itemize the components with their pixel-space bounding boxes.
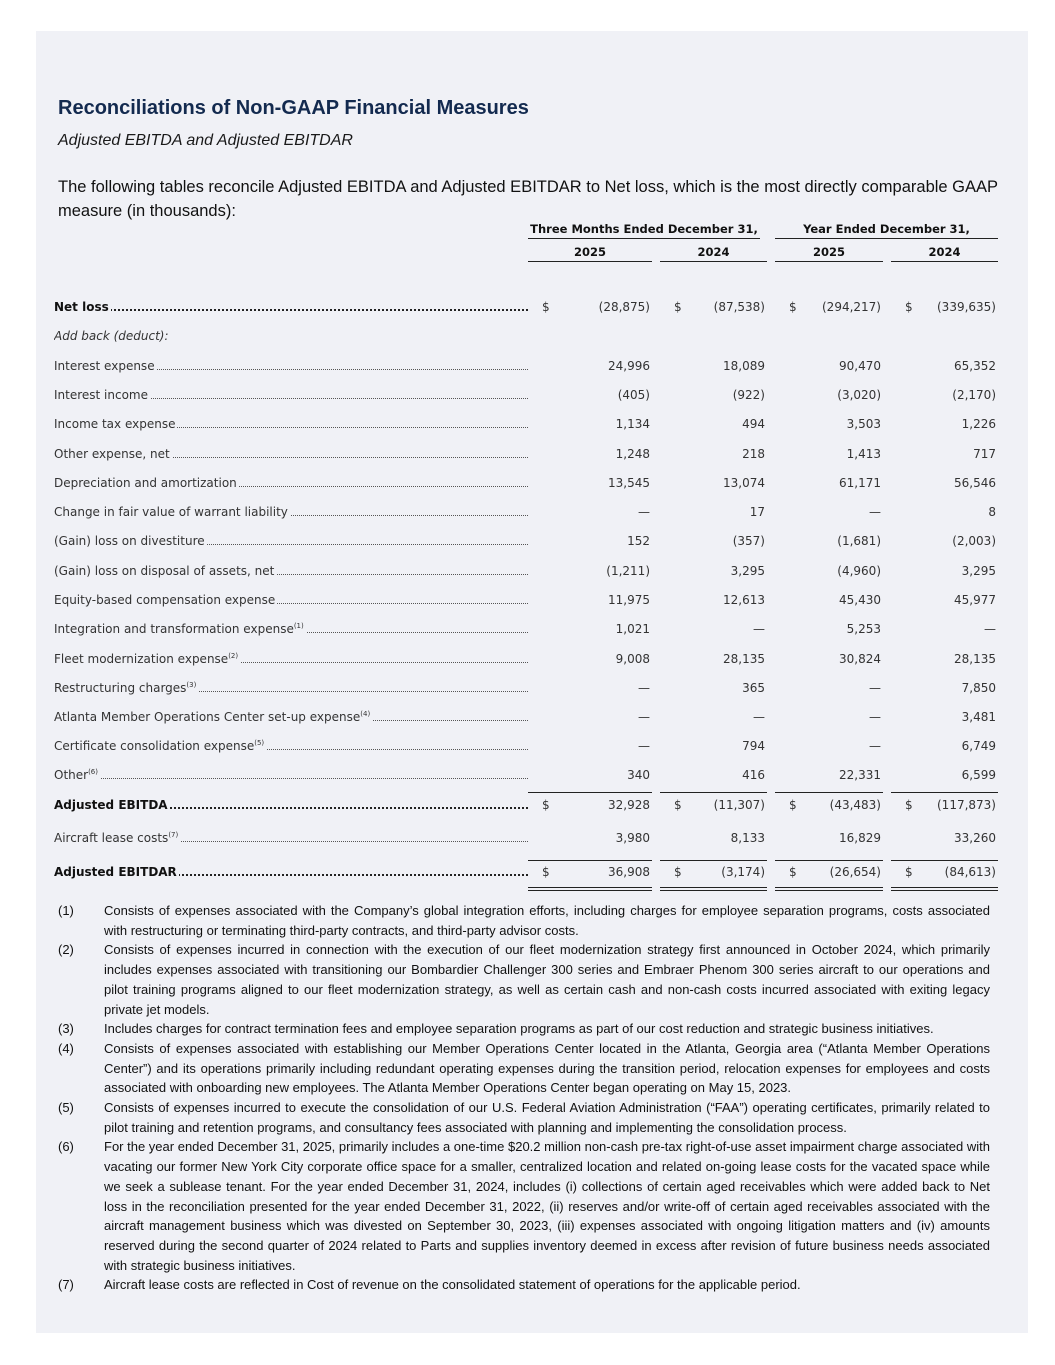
value-cell	[891, 359, 996, 373]
row-label-text: Net loss	[54, 300, 109, 314]
cell-value: 90,470	[839, 359, 881, 373]
value-cell	[660, 388, 765, 402]
value-cell	[660, 681, 765, 695]
footnote-ref: (6)	[88, 768, 98, 776]
cell-value: —	[638, 739, 650, 753]
value-cell	[891, 417, 996, 431]
row-label	[54, 505, 528, 519]
value-cell	[528, 417, 650, 431]
cell-value: (405)	[617, 388, 650, 402]
cell-value: —	[984, 622, 996, 636]
currency-symbol: $	[674, 300, 682, 314]
footnote-item	[58, 1019, 990, 1039]
table-row	[54, 476, 998, 496]
cell-value: 3,980	[615, 831, 650, 845]
row-label-text: Change in fair value of warrant liability	[54, 505, 288, 519]
cell-value: —	[638, 681, 650, 695]
row-label	[54, 798, 528, 812]
row-label	[54, 417, 528, 431]
cell-value: —	[753, 710, 765, 724]
subtotal-rule	[775, 792, 883, 793]
value-cell	[528, 865, 650, 879]
header-rule	[775, 261, 883, 262]
value-cell	[528, 388, 650, 402]
row-label-text: Fleet modernization expense	[54, 652, 229, 666]
cell-value: 9,008	[615, 652, 650, 666]
row-label-text: Certificate consolidation expense	[54, 739, 255, 753]
footnote-number: (4)	[58, 1040, 74, 1056]
cell-value: 30,824	[839, 652, 881, 666]
subtotal-rule	[891, 792, 998, 793]
row-label-text: Add back (deduct):	[54, 329, 169, 343]
table-row	[54, 739, 998, 759]
cell-value: 494	[742, 417, 765, 431]
cell-value: 365	[742, 681, 765, 695]
value-cell	[528, 831, 650, 845]
value-cell	[660, 300, 765, 314]
footnote-text: Consists of expenses incurred in connection with the execution of our fleet modernization strategy first announced in October 2024, which primarily includes expenses associated with transitioning our Bombardier Challenger 300 series and Embraer Phenom 300 series aircraft to our operations and pilot training programs aligned to our fleet modernization strategy, as well as certain cash and non-cash costs incurred associated with exiting legacy private jet models.	[104, 942, 990, 1017]
cell-value: 56,546	[954, 476, 996, 490]
value-cell	[775, 865, 881, 879]
cell-value: 16,829	[839, 831, 881, 845]
value-cell	[891, 798, 996, 812]
header-rule	[891, 261, 998, 262]
table-row	[54, 593, 998, 613]
value-cell	[528, 534, 650, 548]
cell-value: (11,307)	[713, 798, 765, 812]
row-label-text: (Gain) loss on divestiture	[54, 534, 205, 548]
footnote-number: (7)	[58, 1277, 74, 1293]
row-label-text: Adjusted EBITDA	[54, 798, 168, 812]
cell-value: 717	[973, 447, 996, 461]
table-row	[54, 300, 998, 320]
value-cell	[891, 300, 996, 314]
subtotal-rule	[660, 860, 767, 861]
row-label	[54, 681, 528, 695]
cell-value: 28,135	[723, 652, 765, 666]
cell-value: (3,020)	[837, 388, 881, 402]
column-group-label: Three Months Ended December 31,	[530, 222, 758, 236]
table-row	[54, 447, 998, 467]
column-header-y-2024	[891, 245, 998, 259]
value-cell	[775, 359, 881, 373]
footnote-text: Includes charges for contract termination fees and employee separation programs as part of our cost reduction and strategic business initiatives.	[104, 1021, 934, 1037]
row-label	[54, 622, 528, 636]
cell-value: (922)	[732, 388, 765, 402]
row-label-text: Integration and transformation expense	[54, 622, 294, 636]
cell-value: 416	[742, 768, 765, 782]
row-label-text: Other expense, net	[54, 447, 170, 461]
row-label	[54, 359, 528, 373]
value-cell	[660, 534, 765, 548]
footnote-ref: (3)	[186, 681, 197, 689]
value-cell	[528, 622, 650, 636]
column-group-three-months	[528, 222, 760, 236]
cell-value: (117,873)	[937, 798, 996, 812]
value-cell	[891, 710, 996, 724]
value-cell	[660, 564, 765, 578]
row-label-text: Atlanta Member Operations Center set-up expense	[54, 710, 361, 724]
row-label-text: Adjusted EBITDAR	[54, 865, 177, 879]
cell-value: 3,481	[961, 710, 996, 724]
value-cell	[891, 739, 996, 753]
currency-symbol: $	[542, 798, 550, 812]
cell-value: (43,483)	[829, 798, 881, 812]
row-label	[54, 831, 528, 845]
cell-value: 22,331	[839, 768, 881, 782]
value-cell	[528, 505, 650, 519]
footnote-item	[58, 940, 990, 1019]
row-label-text: Interest income	[54, 388, 149, 402]
value-cell	[775, 681, 881, 695]
cell-value: 218	[742, 447, 765, 461]
row-label	[54, 768, 528, 782]
page-subtitle: Adjusted EBITDA and Adjusted EBITDAR	[58, 132, 353, 149]
cell-value: 8	[988, 505, 996, 519]
table-row	[54, 831, 998, 851]
value-cell	[775, 505, 881, 519]
cell-value: 5,253	[846, 622, 881, 636]
value-cell	[891, 476, 996, 490]
value-cell	[775, 622, 881, 636]
value-cell	[528, 739, 650, 753]
footnote-ref: (2)	[228, 652, 239, 660]
value-cell	[528, 768, 650, 782]
table-row	[54, 388, 998, 408]
row-label-text: (Gain) loss on disposal of assets, net	[54, 564, 275, 578]
column-header-y-2025	[775, 245, 883, 259]
value-cell	[891, 652, 996, 666]
value-cell	[660, 417, 765, 431]
cell-value: 24,996	[608, 359, 650, 373]
value-cell	[891, 831, 996, 845]
column-header-q-2025	[528, 245, 652, 259]
column-group-year	[775, 222, 998, 236]
row-label	[54, 865, 528, 879]
table-row	[54, 534, 998, 554]
cell-value: —	[753, 622, 765, 636]
cell-value: 6,599	[961, 768, 996, 782]
cell-value: (87,538)	[713, 300, 765, 314]
cell-value: 13,545	[608, 476, 650, 490]
row-label	[54, 652, 528, 666]
cell-value: 152	[627, 534, 650, 548]
row-label	[54, 476, 528, 490]
cell-value: 340	[627, 768, 650, 782]
cell-value: 36,908	[608, 865, 650, 879]
table-row	[54, 652, 998, 672]
cell-value: 17	[749, 505, 765, 519]
cell-value: 61,171	[839, 476, 881, 490]
cell-value: —	[638, 505, 650, 519]
cell-value: (84,613)	[944, 865, 996, 879]
footnote-text: Consists of expenses associated with establishing our Member Operations Center located in the Atlanta, Georgia area (“Atlanta Member Operations Center”) and its operations primarily including redundant operating expenses during the transition period, relocation expenses for employees and costs associated with onboarding new employees. The Atlanta Member Operations Center began operating on May 15, 2023.	[104, 1040, 990, 1096]
intro-paragraph: The following tables reconcile Adjusted EBITDA and Adjusted EBITDAR to Net loss, which is the most directly comparable GAAP measure (in thousands):	[58, 178, 998, 220]
currency-symbol: $	[674, 798, 682, 812]
subtotal-rule	[660, 792, 767, 793]
currency-symbol: $	[674, 865, 682, 879]
cell-value: (28,875)	[598, 300, 650, 314]
column-group-label: Year Ended December 31,	[803, 222, 970, 236]
cell-value: —	[638, 710, 650, 724]
footnote-number: (5)	[58, 1100, 74, 1116]
footnote-item	[58, 1039, 990, 1098]
cell-value: (2,170)	[952, 388, 996, 402]
value-cell	[775, 798, 881, 812]
value-cell	[660, 359, 765, 373]
footnote-ref: (4)	[360, 710, 371, 718]
row-label	[54, 300, 528, 314]
cell-value: 1,248	[615, 447, 650, 461]
cell-value: —	[869, 505, 881, 519]
cell-value: 3,295	[730, 564, 765, 578]
footnote-item	[58, 1098, 990, 1137]
cell-value: 1,226	[961, 417, 996, 431]
row-label	[54, 593, 528, 607]
column-header-q-2024	[660, 245, 767, 259]
dot-leader	[54, 778, 528, 779]
value-cell	[775, 564, 881, 578]
row-label-text: Other	[54, 768, 89, 782]
column-header-label: 2025	[812, 245, 845, 259]
cell-value: 18,089	[723, 359, 765, 373]
value-cell	[775, 710, 881, 724]
value-cell	[660, 447, 765, 461]
value-cell	[775, 417, 881, 431]
total-double-rule	[891, 887, 998, 891]
cell-value: 6,749	[961, 739, 996, 753]
value-cell	[660, 739, 765, 753]
footnote-item	[58, 901, 990, 940]
row-label-text: Restructuring charges	[54, 681, 187, 695]
footnote-ref: (7)	[168, 831, 179, 839]
footnote-text: For the year ended December 31, 2025, primarily includes a one-time $20.2 million non-cash pre-tax right-of-use asset impairment charge associated with vacating our former New York City corporate office space for a smaller, centralized location and related on-going lease costs for the vacated space while we seek a sublease tenant. For the year ended December 31, 2024, includes (i) collections of certain aged receivables which were added back to Net loss in the reconciliation presented for the year ended December 31, 2022, (ii) reserves and/or write-off of certain aged receivables associated with the aircraft management business which was divested on September 30, 2023, (iii) expenses associated with ongoing litigation matters and (iv) amounts reserved during the second quarter of 2024 related to Parts and supplies inventory deemed in excess after revision of future business needs associated with strategic business initiatives.	[104, 1139, 990, 1273]
value-cell	[891, 593, 996, 607]
table-row	[54, 681, 998, 701]
footnote-ref: (5)	[254, 739, 265, 747]
cell-value: 32,928	[608, 798, 650, 812]
value-cell	[891, 534, 996, 548]
value-cell	[891, 388, 996, 402]
cell-value: —	[869, 739, 881, 753]
cell-value: 794	[742, 739, 765, 753]
cell-value: —	[869, 681, 881, 695]
currency-symbol: $	[905, 865, 913, 879]
cell-value: 45,430	[839, 593, 881, 607]
cell-value: 45,977	[954, 593, 996, 607]
header-rule	[528, 238, 760, 239]
page-title: Reconciliations of Non-GAAP Financial Measures	[58, 97, 529, 119]
dot-leader	[54, 309, 528, 311]
document-page	[36, 31, 1028, 1333]
cell-value: 65,352	[954, 359, 996, 373]
footnote-text: Consists of expenses incurred to execute the consolidation of our U.S. Federal Aviation Administration (“FAA”) operating certificates, primarily related to pilot training and retention programs, and consultancy fees associated with planning and implementing the consolidation process.	[104, 1100, 990, 1135]
total-double-rule	[775, 887, 883, 891]
value-cell	[660, 505, 765, 519]
value-cell	[891, 622, 996, 636]
cell-value: 12,613	[723, 593, 765, 607]
header-rule	[775, 238, 998, 239]
value-cell	[660, 622, 765, 636]
value-cell	[528, 447, 650, 461]
cell-value: —	[869, 710, 881, 724]
row-label	[54, 329, 528, 343]
subtotal-rule	[528, 860, 652, 861]
value-cell	[775, 593, 881, 607]
value-cell	[528, 798, 650, 812]
value-cell	[891, 447, 996, 461]
footnote-ref: (1)	[293, 622, 304, 630]
value-cell	[528, 593, 650, 607]
row-label	[54, 710, 528, 724]
cell-value: 13,074	[723, 476, 765, 490]
row-label-text: Depreciation and amortization	[54, 476, 237, 490]
value-cell	[775, 652, 881, 666]
footnotes	[58, 901, 990, 1295]
value-cell	[660, 652, 765, 666]
cell-value: 33,260	[954, 831, 996, 845]
column-header-label: 2024	[697, 245, 730, 259]
subtotal-rule	[891, 860, 998, 861]
footnote-text: Aircraft lease costs are reflected in Cost of revenue on the consolidated statement of operations for the applicable period.	[104, 1277, 801, 1293]
currency-symbol: $	[905, 300, 913, 314]
value-cell	[528, 564, 650, 578]
value-cell	[660, 710, 765, 724]
value-cell	[775, 388, 881, 402]
footnote-number: (3)	[58, 1021, 74, 1037]
value-cell	[775, 300, 881, 314]
cell-value: 3,295	[961, 564, 996, 578]
row-label	[54, 564, 528, 578]
cell-value: 28,135	[954, 652, 996, 666]
cell-value: (294,217)	[822, 300, 881, 314]
value-cell	[660, 865, 765, 879]
cell-value: (1,211)	[606, 564, 650, 578]
table-row	[54, 359, 998, 379]
table-row	[54, 768, 998, 788]
value-cell	[775, 739, 881, 753]
value-cell	[660, 831, 765, 845]
value-cell	[775, 768, 881, 782]
value-cell	[528, 359, 650, 373]
cell-value: 1,134	[615, 417, 650, 431]
value-cell	[775, 447, 881, 461]
value-cell	[775, 476, 881, 490]
footnote-item	[58, 1137, 990, 1275]
cell-value: 8,133	[730, 831, 765, 845]
column-header-label: 2025	[573, 245, 606, 259]
cell-value: (26,654)	[829, 865, 881, 879]
value-cell	[660, 593, 765, 607]
value-cell	[891, 505, 996, 519]
value-cell	[528, 710, 650, 724]
value-cell	[775, 534, 881, 548]
footnote-number: (6)	[58, 1139, 74, 1155]
subtotal-rule	[775, 860, 883, 861]
cell-value: (2,003)	[952, 534, 996, 548]
value-cell	[775, 831, 881, 845]
row-label-text: Aircraft lease costs	[54, 831, 169, 845]
header-rule	[660, 261, 767, 262]
cell-value: 1,021	[615, 622, 650, 636]
value-cell	[660, 768, 765, 782]
header-rule	[528, 261, 652, 262]
currency-symbol: $	[789, 798, 797, 812]
value-cell	[891, 865, 996, 879]
value-cell	[660, 798, 765, 812]
cell-value: (339,635)	[937, 300, 996, 314]
value-cell	[528, 476, 650, 490]
value-cell	[891, 768, 996, 782]
value-cell	[528, 652, 650, 666]
row-label-text: Equity-based compensation expense	[54, 593, 276, 607]
footnote-number: (1)	[58, 903, 74, 918]
cell-value: (1,681)	[837, 534, 881, 548]
column-header-label: 2024	[928, 245, 961, 259]
table-row	[54, 564, 998, 584]
value-cell	[891, 681, 996, 695]
table-row	[54, 329, 998, 349]
currency-symbol: $	[542, 865, 550, 879]
footnote-item	[58, 1275, 990, 1295]
subtotal-rule	[528, 792, 652, 793]
cell-value: 1,413	[846, 447, 881, 461]
row-label	[54, 739, 528, 753]
row-label	[54, 388, 528, 402]
total-double-rule	[660, 887, 767, 891]
cell-value: (4,960)	[837, 564, 881, 578]
row-label	[54, 447, 528, 461]
value-cell	[528, 300, 650, 314]
currency-symbol: $	[789, 865, 797, 879]
row-label-text: Interest expense	[54, 359, 155, 373]
cell-value: (3,174)	[721, 865, 765, 879]
cell-value: 7,850	[961, 681, 996, 695]
row-label-text: Income tax expense	[54, 417, 176, 431]
total-double-rule	[528, 887, 652, 891]
cell-value: (357)	[732, 534, 765, 548]
value-cell	[528, 681, 650, 695]
table-row	[54, 865, 998, 885]
table-row	[54, 710, 998, 730]
footnote-number: (2)	[58, 942, 74, 958]
value-cell	[891, 564, 996, 578]
row-label	[54, 534, 528, 548]
table-row	[54, 622, 998, 642]
value-cell	[660, 476, 765, 490]
cell-value: 11,975	[608, 593, 650, 607]
footnote-text: Consists of expenses associated with the Company’s global integration efforts, including charges for employee separation programs, costs associated with restructuring or terminating third-party contracts, and third-party advisor costs.	[104, 903, 990, 938]
currency-symbol: $	[789, 300, 797, 314]
table-row	[54, 798, 998, 818]
currency-symbol: $	[542, 300, 550, 314]
table-row	[54, 417, 998, 437]
table-row	[54, 505, 998, 525]
cell-value: 3,503	[846, 417, 881, 431]
currency-symbol: $	[905, 798, 913, 812]
